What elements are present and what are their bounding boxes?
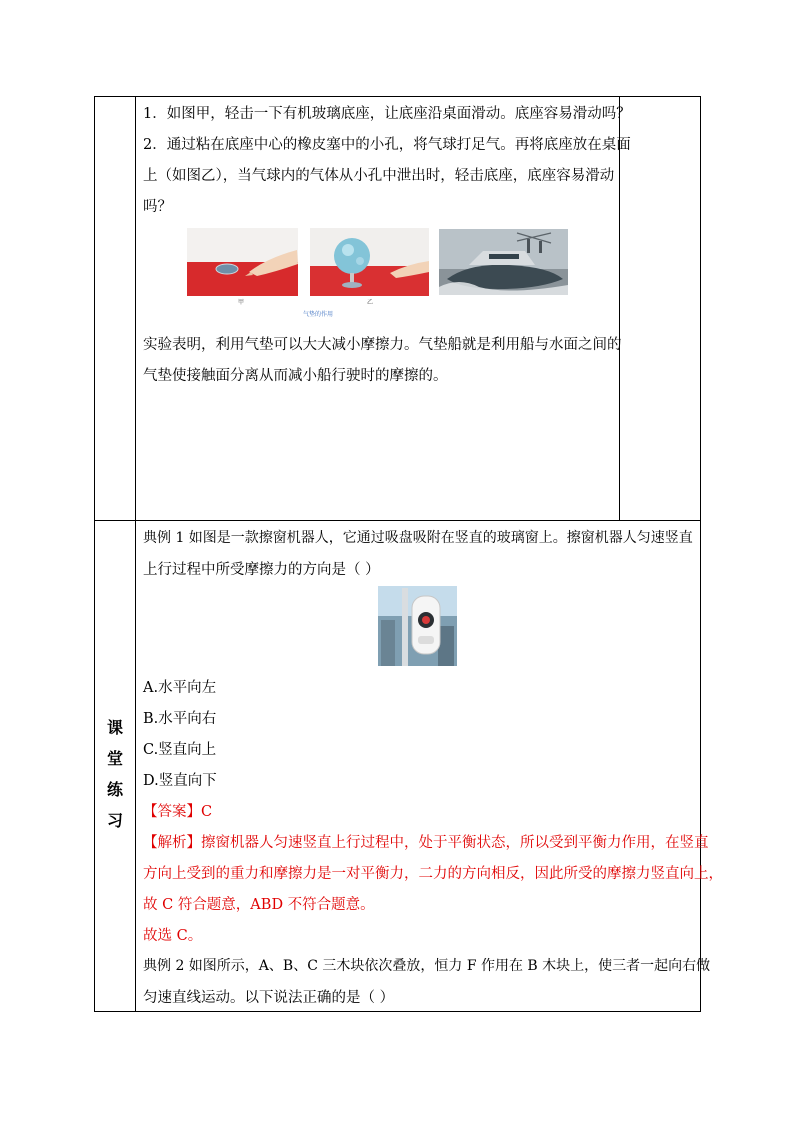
- option-b: B.水平向右: [143, 711, 217, 727]
- figure-balloon-photo: [310, 228, 429, 296]
- answer: 【答案】C: [143, 804, 213, 820]
- option-c: C.竖直向上: [143, 742, 217, 758]
- analysis-line-3: 故 C 符合题意，ABD 不符合题意。: [143, 897, 375, 913]
- figure-base-photo: [187, 228, 298, 296]
- window-robot-photo: [378, 586, 457, 666]
- option-a: A.水平向左: [143, 680, 217, 696]
- section-label-char-1: 课: [106, 718, 123, 737]
- question-2-line-1: 2．通过粘在底座中心的橡皮塞中的小孔，将气球打足气。再将底座放在桌面: [143, 137, 631, 153]
- example-2-question-line-2: 匀速直线运动。以下说法正确的是（ ）: [143, 990, 395, 1006]
- example-1-question-line-1: 典例 1 如图是一款擦窗机器人，它通过吸盘吸附在竖直的玻璃窗上。擦窗机器人匀速竖直: [143, 530, 693, 546]
- table-divider-right: [619, 96, 620, 521]
- section-label-char-4: 习: [106, 811, 123, 830]
- figure-label-a: 甲: [238, 299, 245, 306]
- figure-label-b: 乙: [367, 299, 374, 306]
- question-1: 1．如图甲，轻击一下有机玻璃底座，让底座沿桌面滑动。底座容易滑动吗？: [143, 106, 631, 122]
- question-2-line-2: 上（如图乙），当气球内的气体从小孔中泄出时，轻击底座，底座容易滑动: [143, 168, 615, 184]
- figure-caption: 气垫的作用: [303, 311, 334, 318]
- hovercraft-photo: [439, 229, 568, 295]
- example-1-question-line-2: 上行过程中所受摩擦力的方向是（ ）: [143, 562, 380, 578]
- table-row-divider: [94, 520, 701, 521]
- option-d: D.竖直向下: [143, 773, 217, 789]
- section-label-char-2: 堂: [106, 749, 123, 768]
- analysis-line-4: 故选 C。: [143, 928, 203, 944]
- analysis-line-2: 方向上受到的重力和摩擦力是一对平衡力，二力的方向相反，因此所受的摩擦力竖直向上，: [143, 866, 723, 882]
- conclusion-line-1: 实验表明，利用气垫可以大大减小摩擦力。气垫船就是利用船与水面之间的: [143, 337, 622, 353]
- section-label-char-3: 练: [106, 780, 123, 799]
- conclusion-line-2: 气垫使接触面分离从而减小船行驶时的摩擦的。: [143, 368, 448, 384]
- question-2-line-3: 吗？: [143, 199, 172, 215]
- table-divider-left: [135, 96, 136, 1012]
- example-2-question-line-1: 典例 2 如图所示，A、B、C 三木块依次叠放，恒力 F 作用在 B 木块上，使三者一起向右做: [143, 958, 711, 974]
- analysis-line-1: 【解析】擦窗机器人匀速竖直上行过程中，处于平衡状态，所以受到平衡力作用，在竖直: [143, 835, 709, 851]
